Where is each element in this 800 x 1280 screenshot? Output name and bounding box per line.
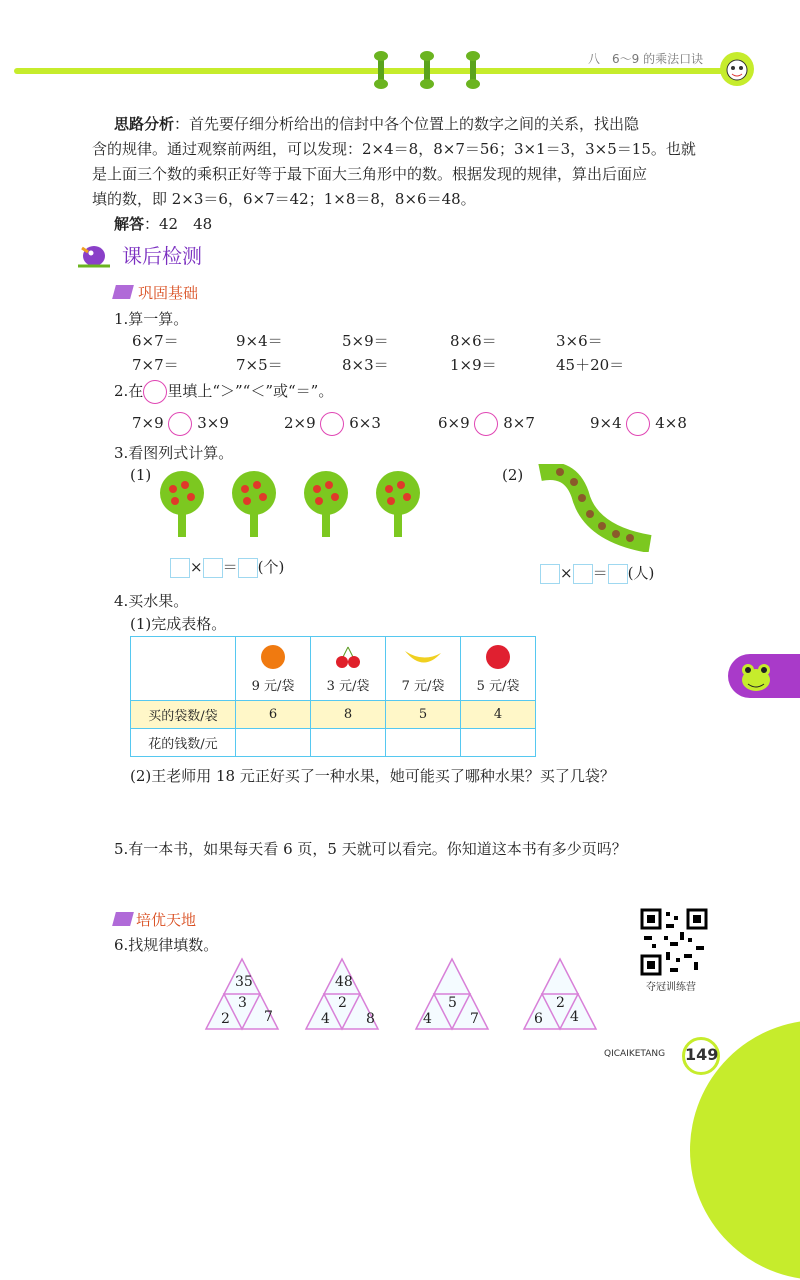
times-sign: × (560, 564, 573, 582)
compare-circle[interactable] (474, 412, 498, 436)
triangle-left-number: 4 (423, 1011, 432, 1027)
apple-icon (486, 645, 510, 669)
equals-sign: ＝ (592, 564, 608, 582)
q2-right: 4×8 (655, 414, 687, 432)
answer-box[interactable] (238, 558, 258, 578)
footer-brand: QICAIKETANG (604, 1049, 666, 1059)
q1-title: 1.算一算。 (114, 310, 189, 328)
triangle-middle-number: 3 (238, 995, 247, 1011)
q6-title: 6.找规律填数。 (114, 936, 219, 954)
price-cell: 7 元/袋 (401, 679, 445, 694)
q4-sub2: (2)王老师用 18 元正好买了一种水果，她可能买了哪种水果？买了几袋？ (130, 767, 615, 785)
price-cell: 3 元/袋 (326, 679, 370, 694)
unit-label: (个) (257, 558, 285, 576)
chapter-header: 八 6～9 的乘法口诀 (588, 52, 704, 66)
q1-item: 8×3＝ (342, 356, 389, 374)
q4-title: 4.买水果。 (114, 592, 189, 610)
q2-right: 3×9 (197, 414, 229, 432)
book-icon (112, 912, 134, 926)
q2-prefix: 2.在 (114, 382, 144, 400)
qr-code[interactable] (640, 908, 708, 976)
triangle-top-number: 48 (335, 974, 353, 990)
q1-item: 9×4＝ (236, 332, 283, 350)
page-number: 149 (685, 1045, 719, 1064)
banana-icon (403, 645, 443, 669)
q1-item: 8×6＝ (450, 332, 497, 350)
money-cell[interactable] (311, 729, 386, 757)
analysis-label: 思路分析 (114, 115, 175, 133)
header-bar (14, 68, 738, 74)
times-sign: × (190, 558, 203, 576)
orange-icon (261, 645, 285, 669)
q2-left: 6×9 (438, 414, 470, 432)
fruit-table (130, 636, 536, 757)
advanced-title: 培优天地 (136, 911, 197, 929)
money-cell[interactable] (461, 729, 536, 757)
answer-box[interactable] (203, 558, 223, 578)
answer-box[interactable] (170, 558, 190, 578)
triangle-top-number: 35 (235, 974, 253, 990)
q3-part1-label: (1) (130, 466, 152, 484)
bags-cell: 6 (236, 701, 311, 729)
row-label: 买的袋数/袋 (131, 701, 236, 729)
binder-peg (470, 55, 476, 85)
q2-left: 7×9 (132, 414, 164, 432)
side-tab (728, 654, 800, 698)
table-corner (131, 637, 236, 701)
q3-title: 3.看图列式计算。 (114, 444, 234, 462)
answer-box[interactable] (540, 564, 560, 584)
qr-caption: 夺冠训练营 (646, 982, 696, 993)
price-cell: 9 元/袋 (251, 679, 295, 694)
triangle-left-number: 6 (534, 1011, 543, 1027)
q1-item: 1×9＝ (450, 356, 497, 374)
compare-circle-example (143, 380, 167, 404)
triangle-middle-number: 2 (338, 995, 347, 1011)
analysis-text: 是上面三个数的乘积正好等于最下面大三角形中的数。根据发现的规律，算出后面应 (92, 165, 648, 183)
section-title: 课后检测 (122, 244, 202, 268)
bags-cell: 8 (311, 701, 386, 729)
book-icon (112, 285, 134, 299)
binder-peg (424, 55, 430, 85)
q1-item: 7×5＝ (236, 356, 283, 374)
compare-circle[interactable] (626, 412, 650, 436)
row-label: 花的钱数/元 (131, 729, 236, 757)
q1-item: 3×6＝ (556, 332, 603, 350)
compare-circle[interactable] (320, 412, 344, 436)
triangle-right-number: 7 (264, 1009, 273, 1025)
q1-item: 6×7＝ (132, 332, 179, 350)
compare-circle[interactable] (168, 412, 192, 436)
answer-label: 解答 (114, 215, 145, 233)
answer-box[interactable] (608, 564, 628, 584)
q4-sub1: (1)完成表格。 (130, 615, 227, 633)
q3-part2-label: (2) (502, 466, 524, 484)
money-cell[interactable] (236, 729, 311, 757)
triangle-right-number: 8 (366, 1011, 375, 1027)
triangle-middle-number: 5 (448, 995, 457, 1011)
unit-label: (人) (627, 564, 655, 582)
triangle-puzzles (204, 957, 614, 1032)
triangle-left-number: 2 (221, 1011, 230, 1027)
triangle-right-number: 7 (470, 1011, 479, 1027)
q2-right: 8×7 (503, 414, 535, 432)
slide-illustration (530, 464, 655, 552)
bags-cell: 4 (461, 701, 536, 729)
analysis-text: ：首先要仔细分析给出的信封中各个位置上的数字之间的关系，找出隐 (174, 115, 640, 133)
analysis-text: 含的规律。通过观察前两组，可以发现：2×4＝8，8×7＝56；3×1＝3，3×5＝15。也就 (92, 140, 696, 158)
bird-icon (74, 238, 114, 270)
triangle-middle-number: 2 (556, 995, 565, 1011)
equals-sign: ＝ (222, 558, 238, 576)
q2-suffix: 里填上“＞”“＜”或“＝”。 (167, 382, 334, 400)
money-cell[interactable] (386, 729, 461, 757)
triangle-right-number: 4 (570, 1009, 579, 1025)
q1-item: 7×7＝ (132, 356, 179, 374)
price-cell: 5 元/袋 (476, 679, 520, 694)
apple-trees-illustration (155, 465, 445, 545)
binder-peg (378, 55, 384, 85)
cherry-icon (335, 645, 361, 669)
triangle-left-number: 4 (321, 1011, 330, 1027)
q1-item: 45＋20＝ (556, 356, 625, 374)
q5-text: 5.有一本书，如果每天看 6 页，5 天就可以看完。你知道这本书有多少页吗？ (114, 840, 627, 858)
analysis-text: 填的数，即 2×3＝6，6×7＝42；1×8＝8，8×6＝48。 (92, 190, 476, 208)
answer-box[interactable] (573, 564, 593, 584)
basic-title: 巩固基础 (138, 284, 199, 302)
frog-icon (736, 656, 776, 696)
q2-right: 6×3 (349, 414, 381, 432)
mascot-icon (720, 52, 754, 86)
bags-cell: 5 (386, 701, 461, 729)
q2-left: 9×4 (590, 414, 622, 432)
q1-item: 5×9＝ (342, 332, 389, 350)
q2-left: 2×9 (284, 414, 316, 432)
answer-text: ：42 48 (144, 215, 213, 233)
